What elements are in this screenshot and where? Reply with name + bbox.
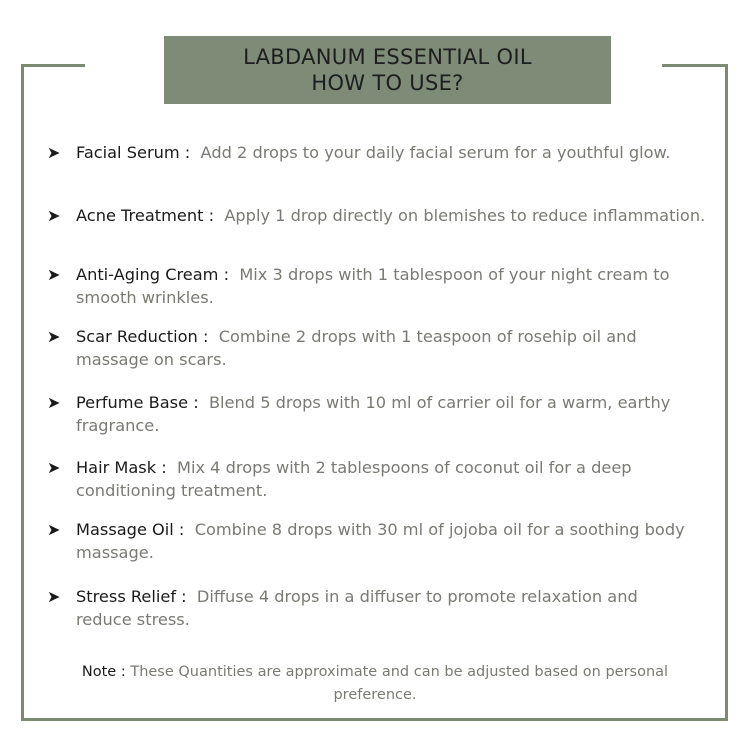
arrow-bullet-icon: ➤ [47,587,61,606]
note-text: These Quantities are approximate and can be adjusted based on personal preference. [130,664,669,703]
arrow-bullet-icon: ➤ [47,327,61,346]
title-line-2: HOW TO USE? [311,71,464,95]
use-label: Acne Treatment : [76,206,215,225]
arrow-bullet-icon: ➤ [47,393,61,412]
use-label: Facial Serum : [76,143,191,162]
use-description: Mix 3 drops with 1 tablespoon of your night cream to smooth wrinkles. [76,265,670,307]
use-label: Hair Mask : [76,458,167,477]
use-description: Combine 8 drops with 30 ml of jojoba oil for a soothing body massage. [76,520,685,562]
title-banner [164,36,611,104]
arrow-bullet-icon: ➤ [47,458,61,477]
use-description: Blend 5 drops with 10 ml of carrier oil for a warm, earthy fragrance. [76,393,671,435]
use-description: Add 2 drops to your daily facial serum for a youthful glow. [200,143,671,162]
footnote [60,661,690,707]
use-description: Combine 2 drops with 1 teaspoon of rosehip oil and massage on scars. [76,327,637,369]
arrow-bullet-icon: ➤ [47,265,61,284]
frame-top-left-segment [21,64,85,67]
use-label: Massage Oil : [76,520,185,539]
use-description: Apply 1 drop directly on blemishes to reduce inflammation. [224,206,706,225]
use-description: Diffuse 4 drops in a diffuser to promote relaxation and reduce stress. [76,587,638,629]
arrow-bullet-icon: ➤ [47,520,61,539]
use-label: Anti-Aging Cream : [76,265,230,284]
use-label: Scar Reduction : [76,327,209,346]
use-description: Mix 4 drops with 2 tablespoons of coconut oil for a deep conditioning treatment. [76,458,632,500]
title-line-1: LABDANUM ESSENTIAL OIL [243,45,532,69]
frame-top-right-segment [662,64,728,67]
arrow-bullet-icon: ➤ [47,143,61,162]
note-label: Note : [81,664,126,680]
arrow-bullet-icon: ➤ [47,206,61,225]
use-label: Perfume Base : [76,393,199,412]
use-label: Stress Relief : [76,587,187,606]
